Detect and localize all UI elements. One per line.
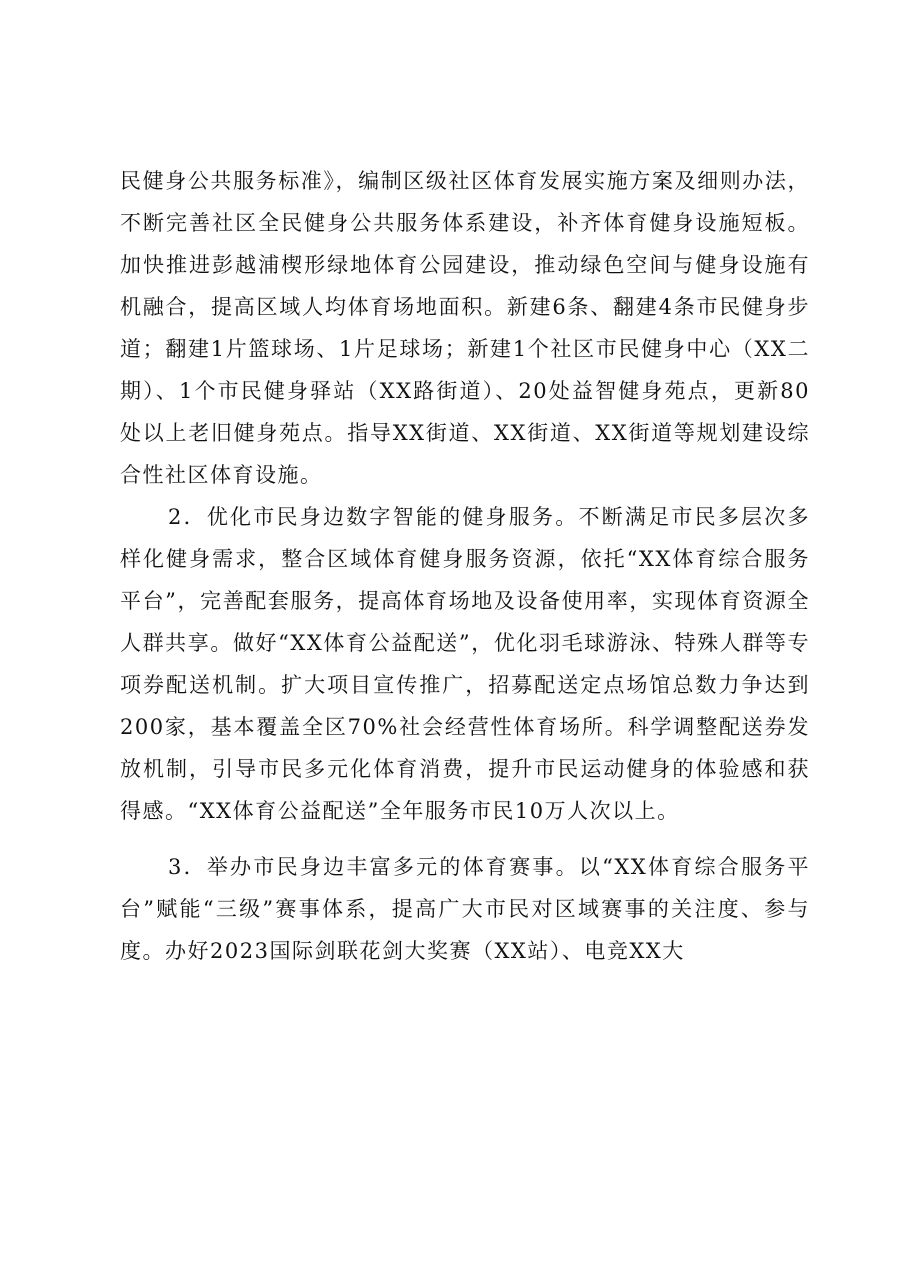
paragraph-item-2: 2．优化市民身边数字智能的健身服务。不断满足市民多层次多样化健身需求，整合区域体育健身服务资源，依托“XX体育综合服务平台”，完善配套服务，提高体育场地及设备使用率，实现体育资源全人群共享。做好“XX体育公益配送”，优化羽毛球游泳、特殊人群等专项券配送机制。扩大项目宣传推广，招募配送定点场馆总数力争达到200家，基本覆盖全区70%社会经营性体育场所。科学调整配送券发放机制，引导市民多元化体育消费，提升市民运动健身的体验感和获得感。“XX体育公益配送”全年服务市民10万人次以上。	[120, 505, 810, 823]
document-body	[120, 160, 810, 972]
paragraph-continuation: 民健身公共服务标准》，编制区级社区体育发展实施方案及细则办法，不断完善社区全民健身公共服务体系建设，补齐体育健身设施短板。加快推进彭越浦楔形绿地体育公园建设，推动绿色空间与健身设施有机融合，提高区域人均体育场地面积。新建6条、翻建4条市民健身步道；翻建1片篮球场、1片足球场；新建1个社区市民健身中心（XX二期）、1个市民健身驿站（XX路街道）、20处益智健身苑点，更新80处以上老旧健身苑点。指导XX街道、XX街道、XX街道等规划建设综合性社区体育设施。	[120, 169, 810, 487]
paragraph-item-3: 3．举办市民身边丰富多元的体育赛事。以“XX体育综合服务平台”赋能“三级”赛事体系，提高广大市民对区域赛事的关注度、参与度。办好2023国际剑联花剑大奖赛（XX站）、电竞XX大	[120, 855, 810, 963]
